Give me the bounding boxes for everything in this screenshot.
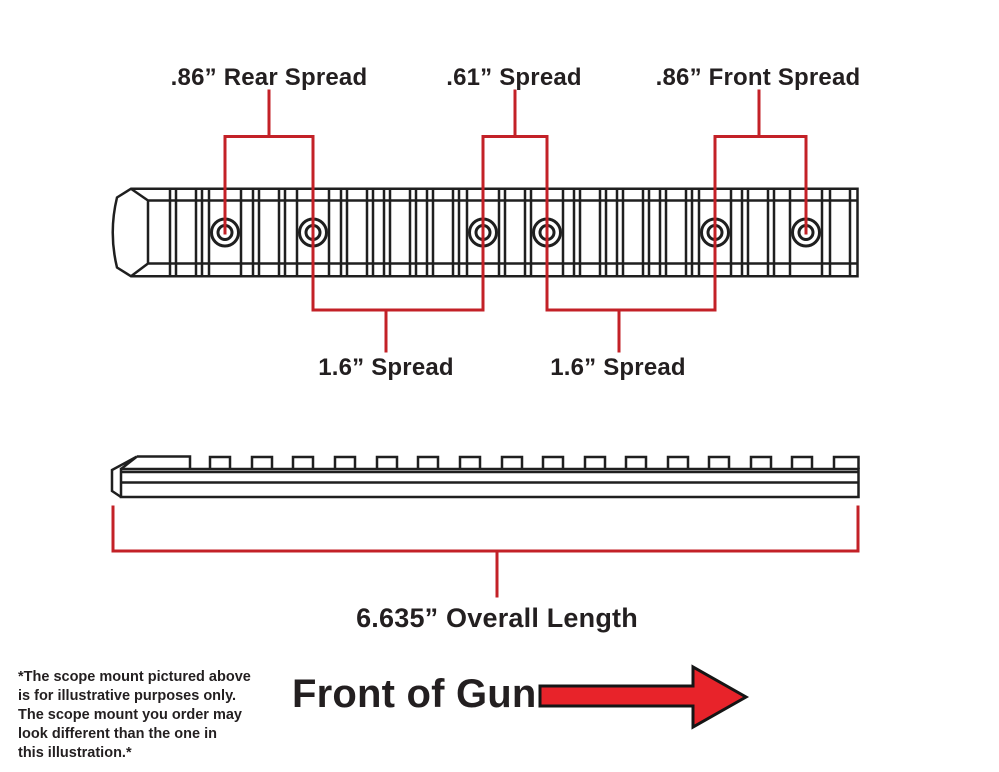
center-spread-label: .61” Spread (446, 64, 582, 91)
dimension-lines (113, 91, 858, 596)
right-arrow-icon (540, 667, 746, 727)
overall-length-label: 6.635” Overall Length (356, 603, 638, 633)
rear-spread-label: .86” Rear Spread (170, 64, 368, 91)
disclaimer-line: is for illustrative purposes only. (18, 688, 237, 704)
overall-length-bracket (113, 507, 858, 596)
disclaimer-line: this illustration.* (18, 745, 132, 761)
screw-holes (212, 219, 820, 246)
disclaimer-line: look different than the one in (18, 726, 217, 742)
left-pair-spread-bracket (313, 310, 483, 351)
rail-side-teeth (210, 457, 859, 469)
rail-side-view (112, 457, 859, 498)
disclaimer-line: *The scope mount pictured above (18, 669, 251, 685)
left-pair-spread-label: 1.6” Spread (318, 354, 454, 381)
rail-side-nose (112, 457, 190, 498)
disclaimer-line: The scope mount you order may (18, 707, 242, 723)
right-pair-spread-label: 1.6” Spread (550, 354, 686, 381)
front-spread-label: .86” Front Spread (655, 64, 861, 91)
front-of-gun-label: Front of Gun (292, 672, 537, 716)
rail-side-body (121, 469, 859, 497)
disclaimer-text (18, 668, 251, 763)
right-pair-spread-bracket (547, 310, 715, 351)
